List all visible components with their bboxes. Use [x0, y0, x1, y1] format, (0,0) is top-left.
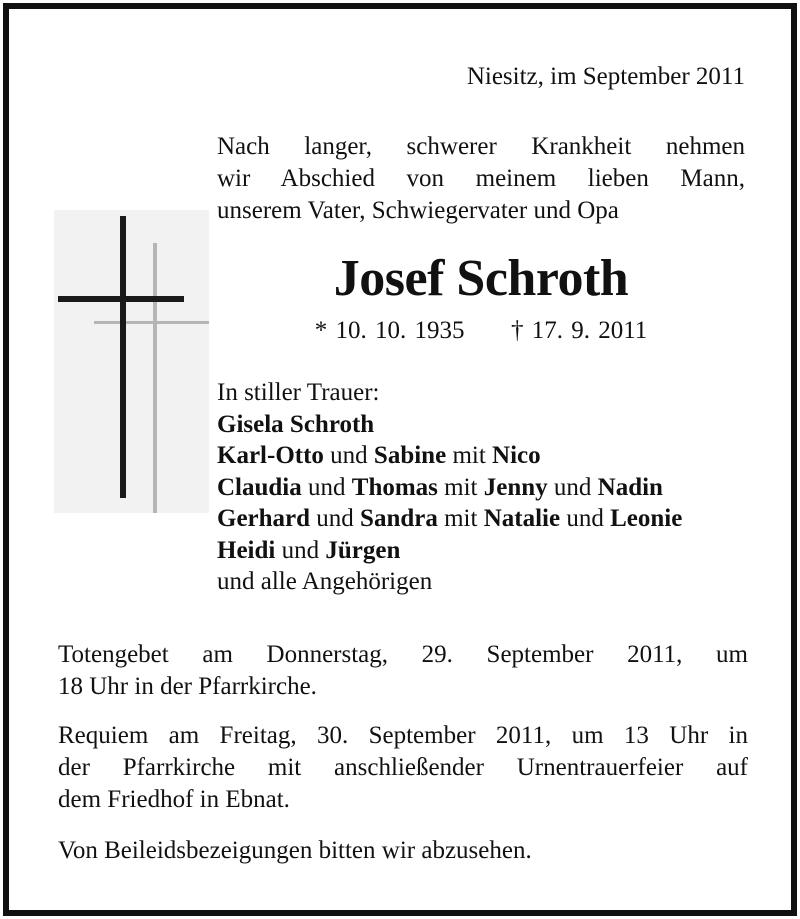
life-dates: [217, 317, 745, 345]
mourner-name: Heidi: [217, 536, 276, 564]
paragraph-line: Requiem am Freitag, 30. September 2011, um 13 Uhr in: [58, 722, 748, 749]
connector: und: [275, 536, 326, 564]
cross-dark-vertical: [120, 216, 126, 498]
intro-text: [217, 131, 745, 227]
mourner-name: Nadin: [597, 473, 663, 501]
paragraph-line: Von Beileidsbezeigungen bitten wir abzusehen.: [58, 837, 532, 864]
cross-icon: [54, 210, 209, 513]
mourner-name: Claudia: [217, 473, 302, 501]
mourner-name: Karl-Otto: [217, 442, 324, 469]
deceased-name: Josef Schroth: [333, 250, 629, 307]
mourning-heading: In stiller Trauer:: [217, 379, 380, 406]
paragraph-line: der Pfarrkirche mit anschließender Urnentrauerfeier auf: [58, 754, 748, 781]
birth-symbol: *: [314, 317, 328, 344]
death-symbol: †: [510, 317, 524, 344]
cross-graphic: [54, 210, 209, 513]
prayer-paragraph: [58, 639, 748, 703]
connector: mit: [437, 505, 484, 532]
requiem-paragraph: [58, 720, 748, 816]
connector: und: [547, 473, 598, 501]
obituary-frame: [3, 3, 797, 916]
paragraph-line: 18 Uhr in der Pfarrkirche.: [58, 673, 317, 700]
mourner-name: Thomas: [351, 473, 438, 501]
mourner-name: Sabine: [373, 442, 447, 469]
mourner-name: Gisela Schroth: [217, 410, 375, 438]
cross-light-vertical: [153, 243, 157, 513]
connector: und: [310, 505, 361, 532]
connector: mit: [437, 473, 484, 501]
connector: und: [560, 505, 611, 532]
death-date: 17. 9. 2011: [531, 317, 648, 344]
birth-date: 10. 10. 1935: [335, 317, 465, 344]
place-date: Niesitz, im September 2011: [466, 63, 745, 90]
relatives-text: und alle Angehörigen: [217, 568, 433, 595]
cross-dark-horizontal: [58, 296, 184, 302]
mourner-row: [217, 440, 682, 472]
intro-line: wir Abschied von meinem lieben Mann,: [217, 165, 745, 192]
condolence-paragraph: [58, 835, 748, 867]
mourner-name: Gerhard: [217, 505, 311, 532]
mourner-name: Sandra: [360, 505, 438, 532]
mourner-name: Nico: [492, 442, 541, 469]
intro-line: unserem Vater, Schwiegervater und Opa: [217, 197, 619, 224]
mourner-row: [217, 472, 682, 504]
mourner-row: [217, 566, 682, 598]
mourner-name: Jenny: [483, 473, 548, 501]
connector: und: [301, 473, 352, 501]
connector: mit: [446, 442, 493, 469]
mourner-row: [217, 503, 682, 535]
mourner-name: Leonie: [610, 505, 683, 532]
paragraph-line: Totengebet am Donnerstag, 29. September 2011, um: [58, 641, 748, 668]
mourner-row: [217, 535, 682, 567]
mourners-block: [217, 377, 682, 598]
intro-line: Nach langer, schwerer Krankheit nehmen: [217, 133, 745, 160]
mourner-name: Natalie: [483, 505, 561, 532]
mourner-name: Jürgen: [325, 536, 401, 564]
cross-light-horizontal: [94, 321, 209, 324]
paragraph-line: dem Friedhof in Ebnat.: [58, 786, 290, 813]
mourner-row: [217, 409, 682, 441]
connector: und: [323, 442, 374, 469]
